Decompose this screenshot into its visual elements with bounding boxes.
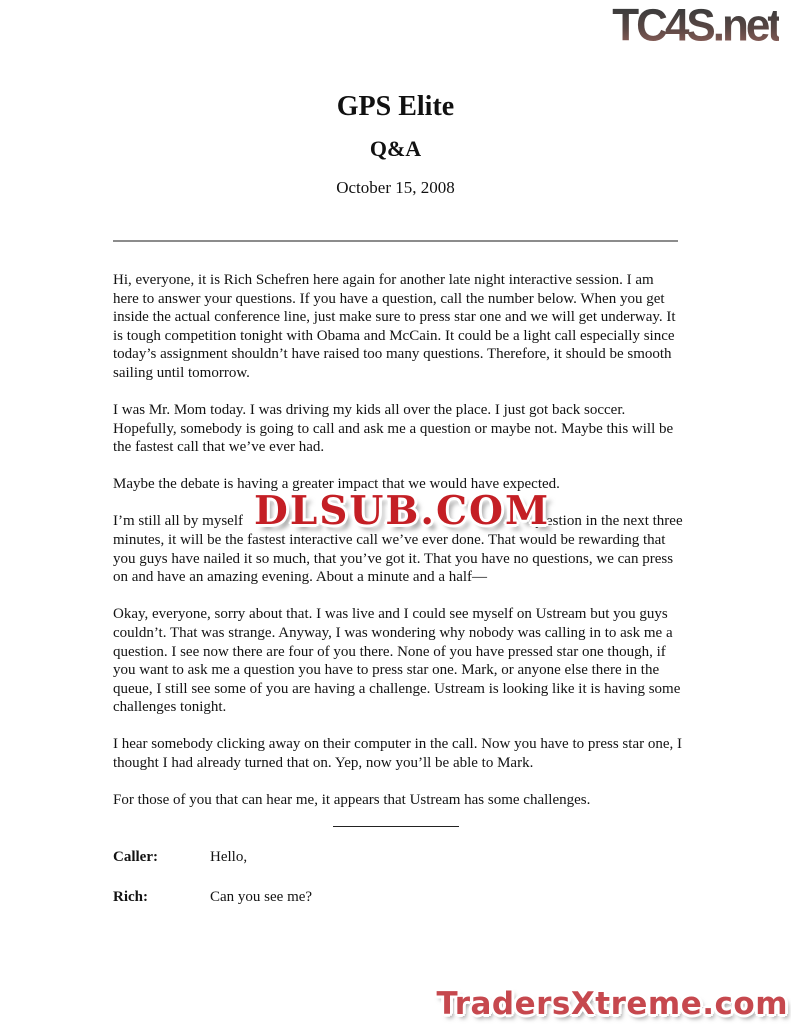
- dlsub-stamp: DLSUB.COM: [254, 488, 551, 534]
- document-date: October 15, 2008: [336, 178, 455, 197]
- tc4s-logo: TC4S.net: [612, 0, 779, 51]
- dialogue-row: [113, 888, 679, 907]
- paragraph-1: Hi, everyone, it is Rich Schefren here again for another late night interactive session. I am here to answer your questions. If you have a question, call the number below. When you get inside the actual conference line, just make sure to press star one and we will get underway. It is tough competition tonight with Obama and McCain. It could be a light call especially since today’s assignment shouldn’t have raised too many questions. Therefore, it should be smooth sailing until tomorrow.: [113, 272, 676, 381]
- page-title: GPS Elite: [336, 91, 455, 122]
- paragraph-2: I was Mr. Mom today. I was driving my kids all over the place. I just got back soccer. Hopefully, somebody is going to call and ask me a question or maybe not. Maybe this will be the fastest call that we’ve ever had.: [113, 402, 674, 456]
- paragraph-6: I hear somebody clicking away on their computer in the call. Now you have to press star one, I thought I had already turned that on. Yep, now you’ll be able to Mark.: [113, 736, 682, 771]
- paragraph-3: Maybe the debate is having a greater impact that we would have expected.: [113, 476, 560, 493]
- speaker-label: Rich:: [113, 888, 148, 905]
- paragraph-4-prefix: I’m still all by myself: [113, 513, 243, 530]
- dialogue-section: [113, 826, 679, 906]
- paragraph-4-suffix: question in the next three minutes, it will be the fastest interactive call we’ve ever done. That would be rewarding that you guys have nailed it so much, that you’ve got it. That you have no questions, we can press on and have an amazing evening. About a minute and a half—: [113, 513, 683, 586]
- horizontal-rule: [113, 240, 678, 242]
- tradersxtreme-logo: TradersXtreme.com: [436, 986, 788, 1022]
- paragraph-7: For those of you that can hear me, it appears that Ustream has some challenges.: [113, 792, 591, 809]
- document-header: [0, 90, 791, 198]
- speaker-text: Hello,: [210, 849, 248, 865]
- dialogue-row: [113, 848, 679, 867]
- page-subtitle: Q&A: [369, 136, 422, 161]
- speaker-label: Caller:: [113, 849, 158, 865]
- paragraph-5: Okay, everyone, sorry about that. I was live and I could see myself on Ustream but you guys couldn’t. That was strange. Anyway, I was wondering why nobody was calling in to ask me a question. I see now there are four of you there. None of you have pressed star one though, if you want to ask me a question you have to press star one. Mark, or anyone else there in the queue, I still see some of you are having a challenge. Ustream is looking like it is having some challenges tonight.: [113, 606, 681, 716]
- transcript-body: [113, 271, 683, 828]
- speaker-text: Can you see me?: [210, 888, 313, 905]
- section-divider: [333, 826, 459, 827]
